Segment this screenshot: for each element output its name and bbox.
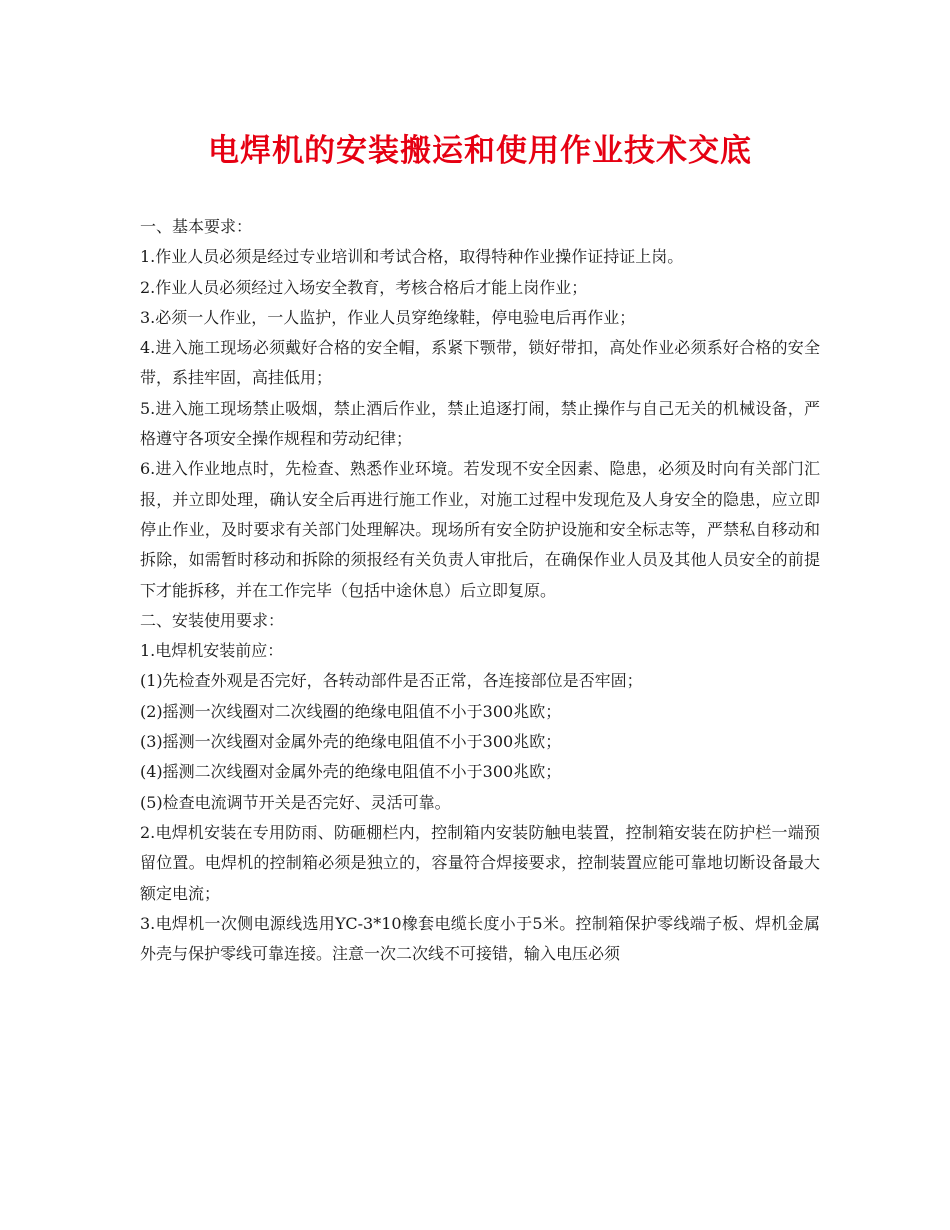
- paragraph: 4.进入施工现场必须戴好合格的安全帽，系紧下颚带，锁好带扣，高处作业必须系好合格的安全带，系挂牢固，高挂低用；: [140, 338, 820, 388]
- list-item: (1)先检查外观是否完好，各转动部件是否正常，各连接部位是否牢固；: [140, 671, 643, 691]
- section-heading-basic-requirements: 一、基本要求：: [140, 217, 253, 236]
- paragraph: 1.作业人员必须是经过专业培训和考试合格，取得特种作业操作证持证上岗。: [140, 247, 684, 267]
- list-item: (4)摇测二次线圈对金属外壳的绝缘电阻值不小于300兆欧；: [140, 762, 562, 782]
- document-title: 电焊机的安装搬运和使用作业技术交底: [208, 133, 752, 169]
- paragraph: 6.进入作业地点时，先检查、熟悉作业环境。若发现不安全因素、隐患，必须及时向有关部门汇报，并立即处理，确认安全后再进行施工作业，对施工过程中发现危及人身安全的隐患，应立即停止作业，及时要求有关部门处理解决。现场所有安全防护设施和安全标志等，严禁私自移动和拆除，如需暂时移动和拆除的须报经有关负责人审批后，在确保作业人员及其他人员安全的前提下才能拆移，并在工作完毕（包括中途休息）后立即复原。: [140, 459, 820, 600]
- list-item: (2)摇测一次线圈对二次线圈的绝缘电阻值不小于300兆欧；: [140, 701, 562, 721]
- paragraph: 2.作业人员必须经过入场安全教育，考核合格后才能上岗作业；: [140, 277, 588, 297]
- paragraph: 1.电焊机安装前应：: [140, 641, 284, 661]
- list-item: (3)摇测一次线圈对金属外壳的绝缘电阻值不小于300兆欧；: [140, 732, 562, 752]
- paragraph: 3.电焊机一次侧电源线选用YC-3*10橡套电缆长度小于5米。控制箱保护零线端子板、焊机金属外壳与保护零线可靠连接。注意一次二次线不可接错，输入电压必须: [140, 913, 820, 964]
- document-body: [140, 212, 820, 969]
- paragraph: 5.进入施工现场禁止吸烟，禁止酒后作业，禁止追逐打闹，禁止操作与自己无关的机械设备，严格遵守各项安全操作规程和劳动纪律；: [140, 398, 820, 449]
- paragraph: 2.电焊机安装在专用防雨、防砸棚栏内，控制箱内安装防触电装置，控制箱安装在防护栏一端预留位置。电焊机的控制箱必须是独立的，容量符合焊接要求，控制装置应能可靠地切断设备最大额定电流；: [140, 822, 820, 903]
- section-heading-installation-requirements: 二、安装使用要求：: [140, 610, 285, 630]
- list-item: (5)检查电流调节开关是否完好、灵活可靠。: [140, 792, 451, 812]
- paragraph: 3.必须一人作业，一人监护，作业人员穿绝缘鞋，停电验电后再作业；: [140, 307, 636, 327]
